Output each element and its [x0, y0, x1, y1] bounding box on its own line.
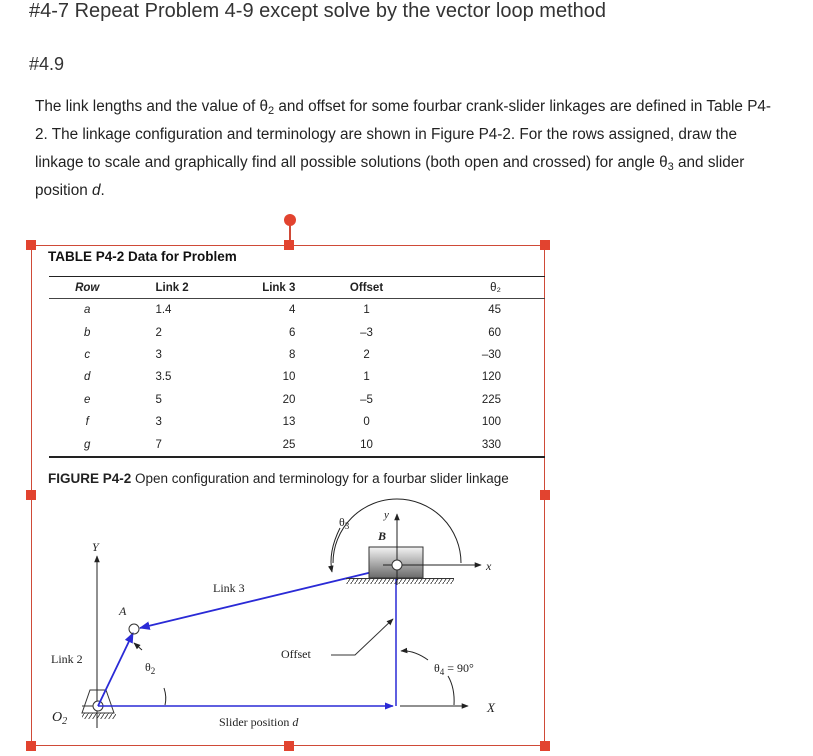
cell-link2: 3: [155, 348, 162, 361]
cell-link2: 3.5: [155, 371, 172, 384]
y-axis-label: Y: [92, 540, 99, 554]
cell-theta2: –30: [481, 348, 501, 361]
theta2-label: $\theta_2$: [145, 660, 156, 676]
cell-offset: 2: [363, 348, 370, 361]
cell-link2: 5: [155, 393, 162, 406]
theta4-tick: [448, 676, 454, 705]
cell-offset: 10: [323, 433, 409, 456]
slider-variable: d: [91, 182, 101, 199]
problem-text-2: and offset for some fourbar crank-slider linkages are defined in Table P4-2. The linkage configuration and terminology are shown in Figure P4-2. For the rows assigned, draw the linkage to scale and graphically find all possible solutions (both open and crossed) for angle θ: [35, 98, 771, 171]
figure-caption-label: FIGURE P4-2: [48, 471, 132, 486]
cell-row: e: [84, 393, 91, 406]
cell-row: g: [49, 433, 125, 456]
column-header-theta2: θ₂: [410, 277, 545, 299]
cell-theta2: 120: [481, 371, 501, 384]
column-header-link3: Link 3: [222, 277, 323, 299]
theta2-arrow: [134, 643, 142, 650]
theta4-arrow: [401, 651, 428, 660]
link3-label: Link 3: [213, 581, 245, 595]
cell-offset: 0: [363, 416, 370, 429]
problem-number: #4.9: [29, 54, 65, 74]
cell-row: b: [84, 326, 91, 339]
column-header-offset: Offset: [323, 277, 409, 299]
cell-row: c: [84, 348, 91, 361]
link3-vector: [140, 567, 393, 628]
cell-link2: 7: [125, 433, 222, 456]
cell-theta2: 45: [488, 304, 501, 317]
problem-text-end: .: [100, 182, 105, 199]
problem-text-1: The link lengths and the value of θ: [35, 98, 269, 115]
cell-offset: –5: [360, 393, 373, 406]
theta3-arrow: [331, 528, 340, 572]
theta3-label: $\theta_3$: [339, 515, 350, 531]
o2-label: $O_2$: [52, 710, 68, 727]
cell-theta2: 330: [410, 433, 545, 456]
theta3-subscript: 3: [667, 161, 674, 173]
cell-row: a: [84, 304, 91, 317]
point-a-label: A: [119, 604, 127, 618]
cell-theta2: 60: [488, 326, 501, 339]
offset-label: Offset: [281, 647, 311, 661]
page-title: #4-7 Repeat Problem 4-9 except solve by the vector loop method: [29, 0, 606, 22]
cell-offset: 1: [363, 304, 370, 317]
cell-link2: 2: [155, 326, 162, 339]
theta4-label: $\theta_4 = 90^\circ$: [434, 661, 474, 677]
column-header-row: Row: [49, 277, 125, 299]
pin-b: [392, 560, 402, 570]
cell-link3: 6: [289, 326, 296, 339]
cell-link2: 1.4: [155, 304, 172, 317]
link2-label: Link 2: [51, 652, 83, 666]
local-y-label: y: [384, 509, 389, 521]
cell-link3: 20: [282, 393, 296, 406]
cell-link3: 10: [282, 371, 296, 384]
cell-offset: –3: [360, 326, 373, 339]
cell-theta2: 100: [481, 416, 501, 429]
offset-leader: [331, 619, 393, 655]
column-header-link2: Link 2: [125, 277, 222, 299]
problem-text-3: and slider position: [35, 154, 745, 199]
cell-link3: 4: [289, 304, 296, 317]
theta2-subscript: 2: [268, 105, 275, 117]
cell-row: f: [85, 416, 89, 429]
point-b-label: B: [378, 529, 387, 543]
cell-link3: 13: [282, 416, 296, 429]
pin-a: [129, 624, 139, 634]
slider-position-label: Slider position d: [219, 715, 299, 729]
local-x-label: x: [486, 559, 492, 573]
cell-link3: 8: [289, 348, 296, 361]
cell-row: d: [84, 371, 91, 384]
cell-offset: 1: [363, 371, 370, 384]
theta2-tick: [164, 688, 166, 705]
cell-link2: 3: [155, 416, 162, 429]
x-axis-label: X: [487, 700, 495, 715]
cell-theta2: 225: [481, 393, 501, 406]
figure-caption-text: Open configuration and terminology for a fourbar slider linkage: [131, 471, 509, 486]
cell-link3: 25: [222, 433, 323, 456]
link2-vector: [98, 633, 133, 706]
table-caption: TABLE P4-2 Data for Problem: [48, 249, 237, 264]
